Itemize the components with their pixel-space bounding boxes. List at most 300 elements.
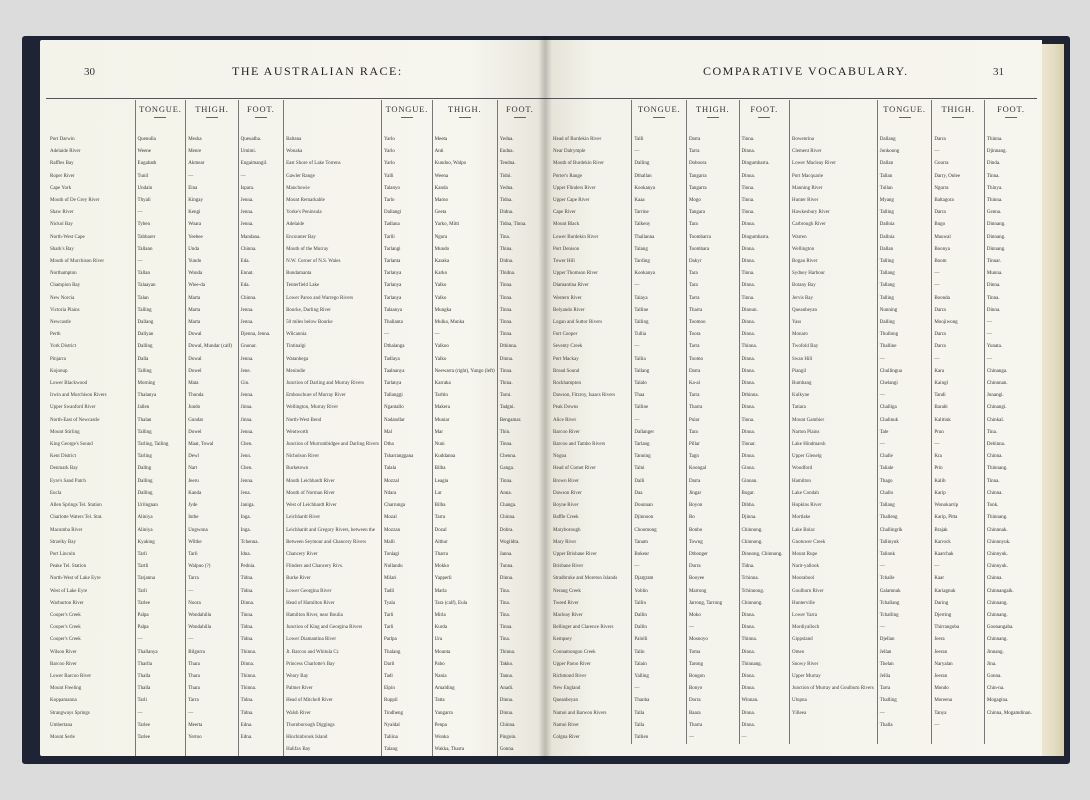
thigh-word: Karip, Pitta xyxy=(932,512,985,524)
foot-word: Changa. xyxy=(497,500,542,512)
thigh-word: Tandi xyxy=(932,390,985,402)
tongue-word: Tallanggi xyxy=(381,390,432,402)
foot-word: Thinnang. xyxy=(984,463,1037,475)
place-name: Mount Gambier xyxy=(790,415,878,427)
table-row xyxy=(551,598,1037,610)
place-name: Port Macquarie xyxy=(790,171,878,183)
thigh-word: Booyee xyxy=(686,573,739,585)
place-name: Charlotte Waters Tel. Stat. xyxy=(50,515,103,521)
foot-word: Yedna. xyxy=(497,183,542,195)
foot-word: Junangi. xyxy=(984,390,1037,402)
tongue-word: Talling xyxy=(135,305,186,317)
tongue-word: Talling xyxy=(877,207,932,219)
table-row xyxy=(551,561,1037,573)
tongue-word: Tadlaya xyxy=(381,354,432,366)
place-name: Hopkins River xyxy=(790,500,878,512)
tongue-word: — xyxy=(632,561,687,573)
place-name: Wilcannia xyxy=(284,329,382,341)
foot-word: Dinna. xyxy=(739,647,790,659)
place-name: Eucla xyxy=(50,490,62,496)
tongue-word: Tarlee xyxy=(135,732,186,744)
thigh-word: Noora xyxy=(186,598,238,610)
tongue-word: Ruppil xyxy=(381,695,432,707)
thigh-word: Yangarra xyxy=(432,708,497,720)
place-name: Namoi River xyxy=(553,722,579,728)
place-name: Upper Swanford River xyxy=(50,405,96,411)
foot-word: Dinnang. xyxy=(984,232,1037,244)
foot-word: Tinna. xyxy=(984,476,1037,488)
place-name xyxy=(48,744,135,756)
thigh-word: Wonda xyxy=(186,268,238,280)
foot-word: Chinnang. xyxy=(984,598,1037,610)
place-name: Gippsland xyxy=(790,634,878,646)
tongue-word: Tarli xyxy=(135,586,186,598)
place-name: Cooper's Creek xyxy=(50,637,81,643)
right-page xyxy=(545,40,1042,756)
table-row xyxy=(551,329,1037,341)
thigh-word: Wonka xyxy=(432,732,497,744)
thigh-header: THIGH. xyxy=(432,100,497,134)
thigh-word: Makera xyxy=(432,402,497,414)
thigh-word: Muniar xyxy=(432,415,497,427)
place-name: Twofold Bay xyxy=(790,341,878,353)
table-row xyxy=(48,207,542,219)
thigh-word: Ngurra xyxy=(932,183,985,195)
tongue-word: Ngantallo xyxy=(381,402,432,414)
tongue-word: Thalang xyxy=(381,647,432,659)
thigh-word: Mokko xyxy=(432,561,497,573)
tongue-word: Chalinuk xyxy=(877,415,932,427)
place-name: Jt. Barcoo and Whitula Cr. xyxy=(284,647,382,659)
foot-word: Dinna. xyxy=(739,622,790,634)
thigh-word: Kaarchak xyxy=(932,549,985,561)
foot-word: Takko. xyxy=(497,659,542,671)
tongue-word: — xyxy=(632,341,687,353)
table-row xyxy=(551,500,1037,512)
table-row xyxy=(48,659,542,671)
tongue-word: Jonkoong xyxy=(877,146,932,158)
place-name: Lake Hindmarsh xyxy=(790,439,878,451)
place-name: Adelaide xyxy=(284,219,382,231)
place-name: Junction of Darling and Murray Rivers xyxy=(284,378,382,390)
table-row xyxy=(48,561,542,573)
tongue-word: Tsharranggana xyxy=(381,451,432,463)
foot-word: Jenna. xyxy=(238,207,283,219)
thigh-word: Tangarra xyxy=(686,171,739,183)
place-name: Lake Bolac xyxy=(790,525,878,537)
tongue-word: — xyxy=(632,415,687,427)
tongue-word: Tallinyuk xyxy=(877,537,932,549)
foot-word: Chinnong. xyxy=(739,525,790,537)
place-name: Tweed River xyxy=(553,600,579,606)
foot-word: Dinna. xyxy=(739,280,790,292)
tongue-word: Taliina xyxy=(381,732,432,744)
place-name: Palmer River xyxy=(284,683,382,695)
tongue-word: Jellan xyxy=(877,647,932,659)
tongue-word: Thallanta xyxy=(381,317,432,329)
foot-word: Gnonar. xyxy=(238,341,283,353)
place-name: Bowenrina xyxy=(790,134,878,146)
foot-word: Tina. xyxy=(497,586,542,598)
place-name: Tatiara xyxy=(790,402,878,414)
foot-word: Thinna. xyxy=(739,634,790,646)
tongue-word: Dallan xyxy=(877,158,932,170)
tongue-word: Tarli xyxy=(381,622,432,634)
place-name: King George's Sound xyxy=(50,442,93,448)
thigh-word: Boyon xyxy=(686,500,739,512)
place-name: Strzelky Bay xyxy=(50,539,76,545)
tongue-word: Talling xyxy=(877,256,932,268)
tongue-word: Dalling xyxy=(632,158,687,170)
place-name: Moorabool xyxy=(790,573,878,585)
table-row xyxy=(551,610,1037,622)
table-row xyxy=(48,598,542,610)
tongue-word: — xyxy=(877,439,932,451)
thigh-word: Meerta xyxy=(186,720,238,732)
tongue-word: Quenulla xyxy=(135,134,186,146)
thigh-word: Jyde xyxy=(186,500,238,512)
tongue-word: Talaanya xyxy=(381,305,432,317)
foot-word: Pednia. xyxy=(238,561,283,573)
foot-word: Dinna. xyxy=(739,708,790,720)
place-name: Nogoa xyxy=(553,454,567,460)
thigh-word: Toombara xyxy=(686,244,739,256)
tongue-word: Tullia xyxy=(632,329,687,341)
tongue-word: Tarlanya xyxy=(381,378,432,390)
foot-word: Tinna. xyxy=(497,317,542,329)
foot-word: Thinnang. xyxy=(739,659,790,671)
thigh-word: Thara xyxy=(186,659,238,671)
thigh-word: Tangara xyxy=(686,207,739,219)
tongue-word: Bokeur xyxy=(632,549,687,561)
place-name: Head of Burdekin River xyxy=(553,137,602,142)
foot-word: Dinna. xyxy=(739,146,790,158)
foot-word: Chinna. xyxy=(984,573,1037,585)
foot-word: Dingumbarra. xyxy=(739,232,790,244)
thigh-word: Tharra xyxy=(686,402,739,414)
place-name xyxy=(790,720,878,732)
tongue-word: Thalla xyxy=(877,720,932,732)
thigh-word: Bonbo xyxy=(686,525,739,537)
foot-header: FOOT. xyxy=(984,100,1037,134)
place-name: Burketown xyxy=(284,463,382,475)
foot-word: Dinnun. xyxy=(739,305,790,317)
thigh-word: Tara xyxy=(686,280,739,292)
tongue-word: Thyali xyxy=(135,195,186,207)
thigh-word: Althur xyxy=(432,537,497,549)
thigh-word: Kalib xyxy=(932,476,985,488)
thigh-word: Darra xyxy=(932,305,985,317)
tongue-word: Talkeny xyxy=(632,219,687,231)
thigh-word: Mauwal xyxy=(932,232,985,244)
place-name: Embouchure of Murray River xyxy=(284,390,382,402)
place-name: Warburton River xyxy=(50,600,84,606)
tongue-word: Kaaa xyxy=(632,195,687,207)
foot-word: Dehinna. xyxy=(984,439,1037,451)
table-row xyxy=(48,500,542,512)
place-name: Yilleea xyxy=(790,708,878,720)
table-row xyxy=(551,219,1037,231)
thigh-word: — xyxy=(186,634,238,646)
place-name: Snowy River xyxy=(790,659,878,671)
foot-word: Thinna. xyxy=(238,683,283,695)
thigh-word: Tarra xyxy=(686,293,739,305)
tongue-word: Thalla xyxy=(135,683,186,695)
place-name: Yass xyxy=(790,317,878,329)
foot-word: Ginnan. xyxy=(739,476,790,488)
foot-word: Endna. xyxy=(497,146,542,158)
tongue-word: Aliniya xyxy=(135,525,186,537)
tongue-word: — xyxy=(381,329,432,341)
thigh-word: Tarra xyxy=(432,512,497,524)
place-name: Mount Freeling xyxy=(50,686,82,692)
tongue-word: Thalla xyxy=(135,671,186,683)
tongue-word xyxy=(135,744,186,756)
thigh-word: Toombarra xyxy=(686,232,739,244)
tongue-word: Chullingua xyxy=(877,366,932,378)
tongue-word: Galamnuk xyxy=(877,586,932,598)
place-name: Fort Cooper xyxy=(553,332,578,338)
tongue-word: Nullandu xyxy=(381,561,432,573)
place-name: Kempsey xyxy=(553,637,572,643)
place-name: West of Lake Eyre xyxy=(50,588,88,594)
tongue-word: Talanyo xyxy=(381,183,432,195)
thigh-word: Nuni xyxy=(432,439,497,451)
thigh-word xyxy=(932,732,985,744)
foot-word: Tina. xyxy=(497,634,542,646)
place-name: Leichhardt and Gregory Rivers, between the xyxy=(284,525,382,537)
foot-word: Dinna. xyxy=(497,573,542,585)
table-row xyxy=(48,134,542,146)
table-row xyxy=(551,171,1037,183)
place-name: Ulupna xyxy=(790,695,878,707)
foot-word: Chinna. xyxy=(497,720,542,732)
place-name: Strangways Springs xyxy=(50,710,90,716)
thigh-word: Doboora xyxy=(686,158,739,170)
foot-word: Gin. xyxy=(238,378,283,390)
thigh-word: Koongal xyxy=(686,463,739,475)
table-row xyxy=(48,232,542,244)
thigh-word: Yalko xyxy=(432,280,497,292)
foot-word: Chinnong. xyxy=(739,537,790,549)
thigh-word: Towng xyxy=(686,537,739,549)
tongue-word: Thullong xyxy=(877,329,932,341)
tongue-word: Mozzal xyxy=(381,476,432,488)
tongue-word: Talla xyxy=(632,720,687,732)
place-name: Encounter Bay xyxy=(284,232,382,244)
foot-word: Thinna. xyxy=(739,341,790,353)
thigh-word: Yertoo xyxy=(186,732,238,744)
foot-word: Tinna. xyxy=(497,329,542,341)
tongue-word: Tarlli xyxy=(381,232,432,244)
foot-word: Dinna. xyxy=(739,329,790,341)
place-name: Mount Stirling xyxy=(50,429,80,435)
table-row xyxy=(48,158,542,170)
table-row xyxy=(551,256,1037,268)
place-name: Head of Mitchell River xyxy=(284,695,382,707)
place-name: Wentworth xyxy=(284,427,382,439)
foot-word: Tinna. xyxy=(497,476,542,488)
place-name: Kent District xyxy=(50,454,76,460)
place-name: Swan Hill xyxy=(790,354,878,366)
header-rule xyxy=(46,98,545,99)
foot-word: Jena. xyxy=(238,488,283,500)
thigh-word: Toomoo xyxy=(686,317,739,329)
tongue-word: Talline xyxy=(632,305,687,317)
place-name xyxy=(790,732,878,744)
thigh-word: Prun xyxy=(932,427,985,439)
tongue-word: Taalnanya xyxy=(381,366,432,378)
place-name: Richmond River xyxy=(553,673,587,679)
thigh-word: Bongon xyxy=(686,671,739,683)
place-name: New Norcia xyxy=(50,295,75,301)
place-name: Flinders and Chancery Rivs. xyxy=(284,561,382,573)
thigh-word: Marla xyxy=(432,586,497,598)
tongue-word: Talain xyxy=(632,659,687,671)
thigh-word: Yalkoo xyxy=(432,341,497,353)
tongue-word: — xyxy=(135,207,186,219)
tongue-word: Dalla xyxy=(135,354,186,366)
foot-word: Jinna. xyxy=(238,415,283,427)
thigh-word: Woara xyxy=(186,219,238,231)
foot-word: Tinna. xyxy=(238,610,283,622)
tongue-word: Palpa xyxy=(135,622,186,634)
thigh-word: — xyxy=(186,171,238,183)
thigh-word: Dowal xyxy=(186,354,238,366)
foot-word: Gonna. xyxy=(497,744,542,756)
thigh-word: Yalko xyxy=(432,293,497,305)
foot-word: Bogar. xyxy=(739,488,790,500)
tongue-word: Tallang xyxy=(877,280,932,292)
thigh-word: Pillar xyxy=(686,439,739,451)
thigh-word: Mata xyxy=(186,378,238,390)
tongue-word: Talni xyxy=(632,463,687,475)
tongue-word: — xyxy=(135,256,186,268)
tongue-word: Challingrik xyxy=(877,525,932,537)
tongue-word: Thago xyxy=(877,476,932,488)
thigh-word: — xyxy=(686,622,739,634)
tongue-word: Jellia xyxy=(877,671,932,683)
thigh-word: Thara xyxy=(186,683,238,695)
tongue-word: Dthallan xyxy=(632,171,687,183)
thigh-word: — xyxy=(932,720,985,732)
tongue-word: Dallanger xyxy=(632,427,687,439)
place-name: Shaw River xyxy=(50,210,74,216)
place-name: Bogan River xyxy=(790,256,878,268)
table-row xyxy=(551,427,1037,439)
tongue-word: Morning xyxy=(135,378,186,390)
place-name: Wilson River xyxy=(50,649,77,655)
place-name: Halifax Bay xyxy=(284,744,382,756)
tongue-word: Yarlo xyxy=(381,158,432,170)
thigh-word: Bugo xyxy=(932,219,985,231)
foot-word: Tinna. xyxy=(739,207,790,219)
foot-word: Didna. xyxy=(497,207,542,219)
foot-word: Dinnong, Chinnong. xyxy=(739,549,790,561)
tongue-word: Thelan xyxy=(877,659,932,671)
tongue-word: Tanning xyxy=(632,451,687,463)
place-name: Manning River xyxy=(790,183,878,195)
thigh-word: Jarrong, Tarrong xyxy=(686,598,739,610)
tongue-word: Talala xyxy=(381,463,432,475)
foot-word: — xyxy=(984,354,1037,366)
table-row xyxy=(551,317,1037,329)
thigh-word: Tharra xyxy=(432,549,497,561)
foot-word: Chinna. xyxy=(238,244,283,256)
thigh-word: Boom xyxy=(932,256,985,268)
tongue-word: Tarling, Tailing xyxy=(135,439,186,451)
thigh-word: Unda xyxy=(186,244,238,256)
place-name: Kojonup xyxy=(50,368,68,374)
tongue-word: Thalline xyxy=(877,341,932,353)
tongue-word: Tarlang xyxy=(632,439,687,451)
thigh-word: Mundo xyxy=(432,244,497,256)
tongue-word: Talaya xyxy=(632,293,687,305)
tongue-word: Tallan xyxy=(135,268,186,280)
place-name: Upper Murray xyxy=(790,671,878,683)
thigh-word: Karip xyxy=(932,488,985,500)
foot-word: Ganga. xyxy=(497,463,542,475)
foot-word: Thinna. xyxy=(984,195,1037,207)
tongue-word: Taliale xyxy=(877,463,932,475)
table-row xyxy=(48,341,542,353)
place-name: Barcoo and Tambo Rivers xyxy=(553,442,606,448)
foot-word: Dinna. xyxy=(739,171,790,183)
table-row xyxy=(551,622,1037,634)
foot-word: Jenna. xyxy=(238,305,283,317)
thigh-word: Darra xyxy=(686,366,739,378)
place-name: Hunter River xyxy=(790,195,878,207)
tongue-word: Tunil xyxy=(135,171,186,183)
foot-word: Tidna. xyxy=(497,195,542,207)
place-name: Upper Glenelg xyxy=(790,451,878,463)
table-row xyxy=(551,195,1037,207)
tongue-word: Yoblin xyxy=(632,586,687,598)
tongue-word: Dallnia xyxy=(877,232,932,244)
tongue-word: — xyxy=(135,634,186,646)
thigh-word: Darra xyxy=(932,207,985,219)
foot-word: Dinna. xyxy=(739,354,790,366)
foot-word: Dinna. xyxy=(238,598,283,610)
place-name: Mouth Leichhardt River xyxy=(284,476,382,488)
foot-word: Umimi. xyxy=(238,146,283,158)
place-name: Lower Barcoo River xyxy=(50,673,92,679)
thigh-word xyxy=(186,744,238,756)
thigh-word: Ura xyxy=(432,634,497,646)
table-row xyxy=(48,586,542,598)
foot-word: Djinna. xyxy=(739,512,790,524)
thigh-word: Darry, Onlee xyxy=(932,171,985,183)
place-name: Upper Paroo River xyxy=(553,661,591,667)
place-name: Wonaka xyxy=(284,146,382,158)
thigh-word: Karaka xyxy=(432,256,497,268)
tongue-word: Tanam xyxy=(632,537,687,549)
running-head: COMPARATIVE VOCABULARY. xyxy=(703,64,909,78)
tongue-word: Weene xyxy=(135,146,186,158)
tongue-word: Nadandlar xyxy=(381,415,432,427)
thigh-word: Tangarra xyxy=(686,183,739,195)
foot-word: Chinnong. xyxy=(739,598,790,610)
foot-word: Dinna. xyxy=(739,366,790,378)
foot-word: Tinna. xyxy=(497,305,542,317)
foot-word: Thina. xyxy=(497,378,542,390)
foot-word: Dinna. xyxy=(739,720,790,732)
place-name: Cooper's Creek xyxy=(50,612,81,618)
thigh-word: Mar xyxy=(432,427,497,439)
foot-word: Janna. xyxy=(497,549,542,561)
tongue-word: Tallien xyxy=(632,732,687,744)
table-row xyxy=(551,244,1037,256)
